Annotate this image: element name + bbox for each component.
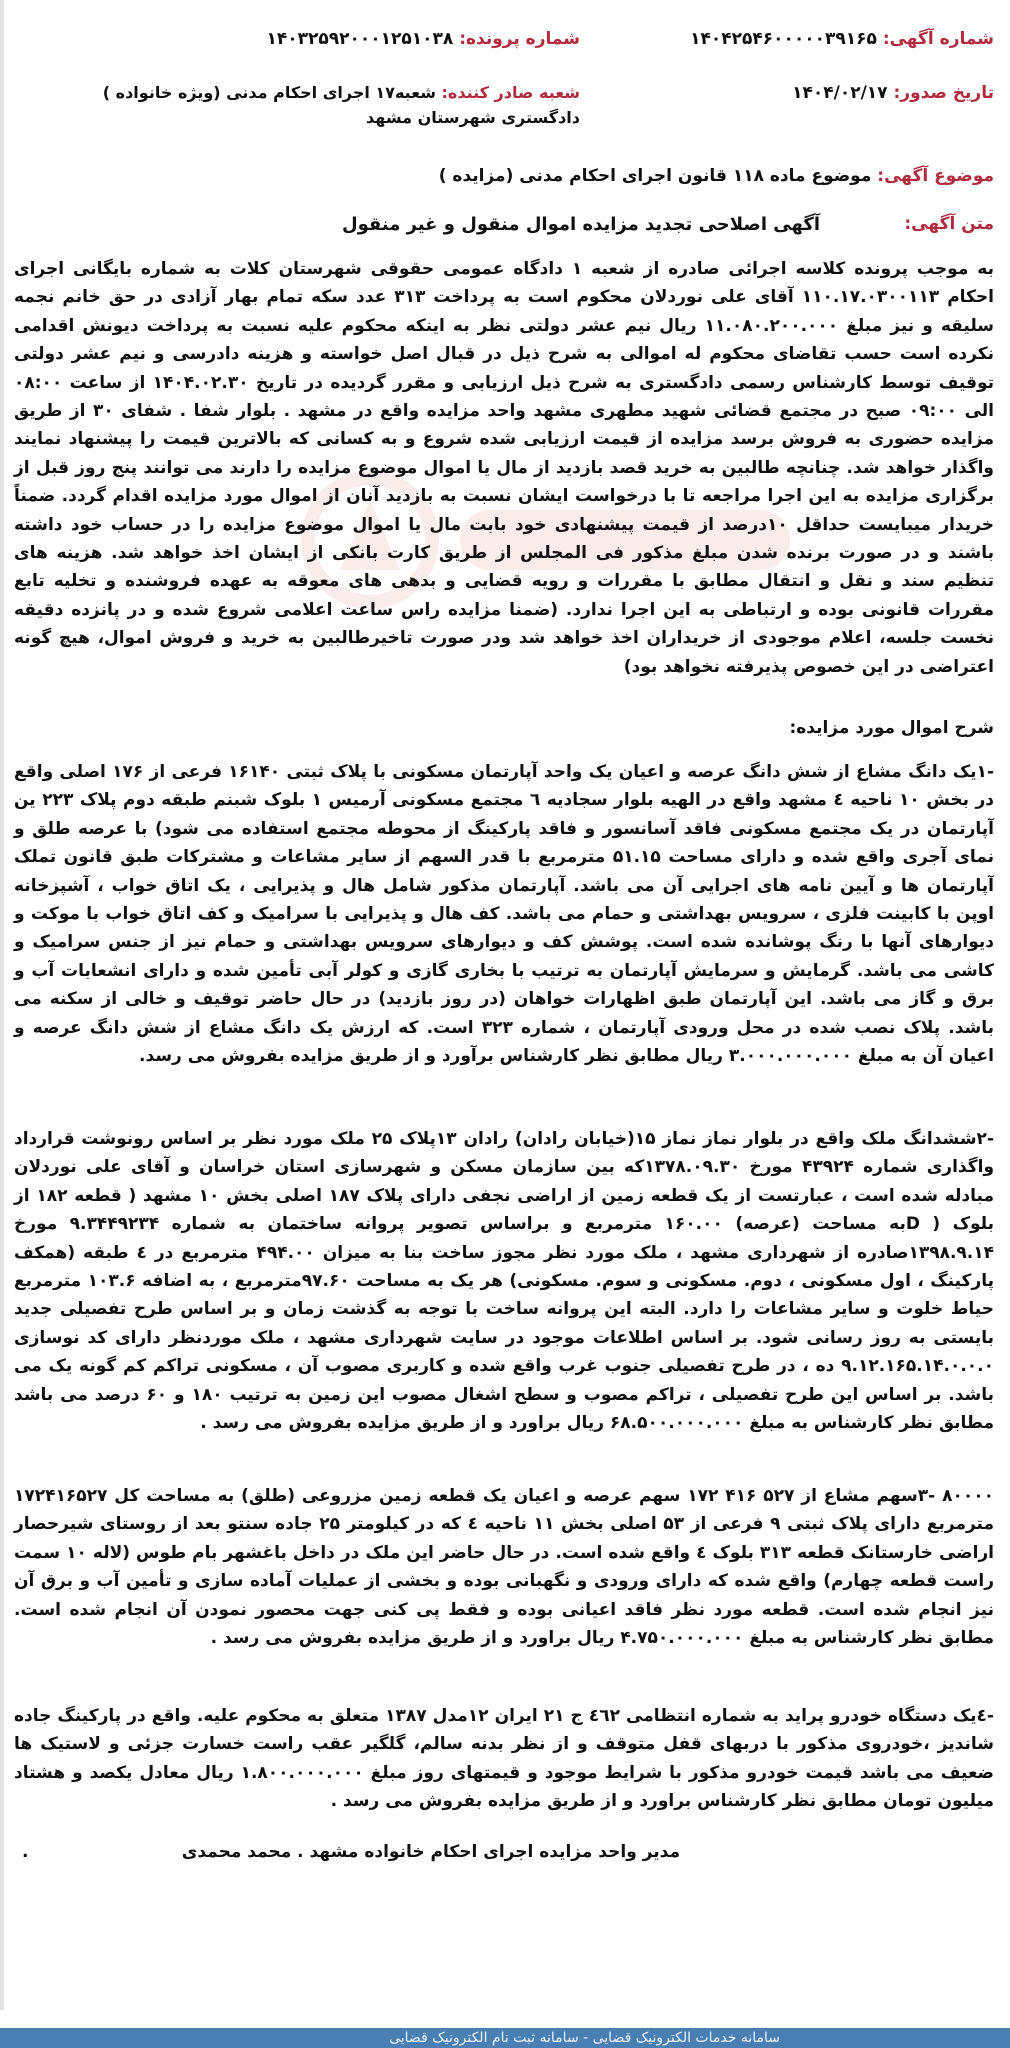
branch-label: شعبه صادر کننده:	[441, 83, 580, 102]
case-number-label: شماره پرونده:	[459, 29, 580, 49]
footer-text[interactable]: سامانه خدمات الکترونیک قضایی - سامانه ثبت نام الکترونیک قضایی	[389, 2030, 780, 2046]
subject-value: موضوع ماده ۱۱۸ قانون اجرای احکام مدنی (مزایده )	[438, 166, 872, 186]
page-edge	[0, 0, 4, 2010]
case-number-value: ۱۴۰۳۲۵۹۲۰۰۰۱۲۵۱۰۳۸	[266, 29, 454, 49]
body-label: متن آگهی:	[904, 214, 994, 234]
ad-number	[690, 28, 994, 50]
case-number	[266, 28, 580, 50]
branch-value: شعبه۱۷ اجرای احکام مدنی (ویژه خانواده ) دادگستری شهرستان مشهد	[102, 83, 580, 127]
assets-description-label: شرح اموال مورد مزایده:	[789, 718, 994, 738]
issue-date-value: ۱۴۰۴/۰۲/۱۷	[792, 83, 888, 103]
asset-item-2: -۲ششدانگ ملک واقع در بلوار نماز نماز ۱۵(خیابان رادان) رادان ۱۳پلاک ۲۵ ملک مورد نظر بر اساس رونوشت قرارداد واگذاری شماره ۴۳۹۲۴ مورخ ۱۳۷۸.۰۹.۳۰که بین سازمان مسکن و شهرسازی استان خراسان و آقای علی نوردلان مبادله شده است ، عبارتست از یک قطعه زمین از اراضی نجفی دارای پلاک ۱۸۷ اصلی بخش ۱۰ مشهد ( قطعه ۱۸۲ از بلوک ( Dبه مساحت (عرصه) ۱۶۰.۰۰ مترمربع و براساس تصویر پروانه ساختمان به شماره ۹.۳۴۴۹۲۳۴ مورخ ۱۳۹۸.۹.۱۴صادره از شهرداری مشهد ، ملک مورد نظر مجوز ساخت بنا به میزان ۴۹۴.۰۰ مترمربع در ٤ طبقه (همکف پارکینگ ، اول مسکونی ، دوم. مسکونی و سوم. مسکونی) هر یک به مساحت ۹۷.۶۰مترمربع ، به اضافه ۱۰۳.۶ مترمربع حیاط خلوت و سایر مشاعات را دارد. البته این پروانه ساخت با توجه به گذشت زمان و بر اساس طرح تفصیلی جدید بایستی به روز رسانی شود. بر اساس اطلاعات موجود در سایت شهرداری مشهد ، ملک موردنظر دارای کد نوسازی ۹.۱۲.۱۶۵.۱۴.۰.۰.۰ ده ، در طرح تفصیلی جنوب غرب واقع شده و کاربری مصوب آن ، مسکونی تراکم کم گونه یک می باشد. بر اساس این طرح تفصیلی ، تراکم مصوب و سطح اشغال مصوب این زمین به ترتیب ۱۸۰ و ۶۰ درصد می باشد مطابق نظر کارشناس به مبلغ ۶۸.۵۰۰.۰۰۰.۰۰۰ ریال براورد و از طریق مزایده بفروش می رسد .	[14, 1129, 995, 1434]
notice-title: آگهی اصلاحی تجدید مزایده اموال منقول و غیر منقول	[342, 214, 820, 235]
issuing-branch	[80, 80, 580, 130]
issue-date-label: تاریخ صدور:	[893, 83, 994, 103]
ad-number-label: شماره آگهی:	[882, 29, 994, 49]
issue-date	[792, 82, 994, 104]
signature-line: مدیر واحد مزایده اجرای احکام خانواده مشهد . محمد محمدی	[181, 1842, 680, 1862]
asset-item-4: -٤یک دستگاه خودرو پراید به شماره انتظامی ٤٦۲ ج ۲۱ ایران ۱۲مدل ۱۳۸۷ متعلق به محکوم علیه. واقع در پارکینگ جاده شاندیز ،خودروی مذکور با دربهای قفل متوقف و از نظر بدنه سالم، گلگیر عقب راست خسارت جزئی و لاستیک ها ضعیف می باشد قیمت خودرو مذکور با شرایط موجود و قیمتهای روز مبلغ ۱.۸۰۰.۰۰۰.۰۰۰ ریال معادل یکصد و هشتاد میلیون تومان مطابق نظر کارشناس براورد و از طریق مزایده بفروش می رسد .	[14, 1706, 994, 1812]
subject-label: موضوع آگهی:	[877, 166, 994, 186]
notice-subject	[439, 166, 994, 186]
signature-dot: .	[22, 1842, 29, 1862]
ad-number-value: ۱۴۰۴۲۵۴۶۰۰۰۰۰۳۹۱۶۵	[690, 29, 877, 49]
asset-item-3: ۸۰۰۰۰ -۳سهم مشاع از ۵۲۷ ۴۱۶ ۱۷۲ سهم عرصه و اعیان یک قطعه زمین مزروعی (طلق) به مساحت کل ۱۷۲۴۱۶۵۲۷ مترمربع دارای پلاک ثبتی ۹ فرعی از ۵۳ اصلی بخش ۱۱ ناحیه ٤ که در کیلومتر ۲۵ جاده سنتو بعد از روستای شیرحصار اراضی خارستانک قطعه ۳۱۳ بلوک ٤ واقع شده است. در حال حاضر این ملک در داخل باغشهر بام طوس (لاله ۱۰ سمت راست قطعه چهارم) واقع شده که دارای ورودی و نگهبانی بوده و بخشی از عملیات آماده سازی و تأمین آب و برق آن نیز انجام شده است. قطعه مورد نظر فاقد اعیانی بوده و فقط پی کنی جهت محصور نمودن آن انجام شده است. مطابق نظر کارشناس به مبلغ ۴.۷۵۰.۰۰۰.۰۰۰ ریال براورد و از طریق مزایده بفروش می رسد .	[14, 1486, 995, 1649]
intro-paragraph: به موجب پرونده کلاسه اجرائی صادره از شعبه ۱ دادگاه عمومی حقوقی شهرستان کلات به شماره بایگانی اجرای احکام ۱۱۰.۱۷.۰۳۰۰۱۱۳ آقای علی نوردلان محکوم است به پرداخت ۳۱۳ عدد سکه تمام بهار آزادی در حق خانم نجمه سلیقه و نیز مبلغ ۱۱.۰۸۰.۲۰۰.۰۰۰ ریال نیم عشر دولتی نظر به اینکه محکوم علیه نسبت به پرداخت دیونش اقدامی نکرده است حسب تقاضای محکوم له اموالی به شرح ذیل در قبال اصل خواسته و هزینه دادرسی و نیم عشر دولتی توقیف توسط کارشناس رسمی دادگستری به شرح ذیل ارزیابی و مقرر گردیده در تاریخ ۱۴۰۴.۰۲.۳۰ از ساعت ۰۸:۰۰ الی ۰۹:۰۰ صبح در مجتمع قضائی شهید مطهری مشهد واحد مزایده واقع در مشهد . بلوار شفا . شفای ۳۰ از طریق مزایده حضوری به فروش برسد مزایده از قیمت ارزیابی شده شروع و به کسانی که بالاترین قیمت را پیشنهاد نمایند واگذار خواهد شد. چنانچه طالبین به خرید قصد بازدید از مال یا اموال موضوع مزایده را دارند می توانند پنج روز قبل از برگزاری مزایده به این اجرا مراجعه تا با درخواست ایشان نسبت به بازدید آنان از اموال مورد مزایده اقدام گردد. ضمناً خریدار میبایست حداقل ۱۰درصد از قیمت پیشنهادی خود بابت مال یا اموال موضوع مزایده را در حساب خود داشته باشند و در صورت برنده شدن مبلغ مذکور فی المجلس از طریق کارت بانکی از ایشان اخذ خواهد شد. هزینه های تنظیم سند و نقل و انتقال مطابق با مقررات و رویه قضایی و بدهی های معوقه به عهده فروشنده و تخلیه تابع مقررات قانونی بوده و ارتباطی به این اجرا ندارد. (ضمنا مزایده راس ساعت اعلامی شروع شده و در پانزده دقیقه نخست جلسه، اعلام موجودی از خریداران اخذ خواهد شد ودر صورت تاخیرطالبین به خرید و فروش اموال، هیچ گونه اعتراضی در این خصوص پذیرفته نخواهد بود)	[14, 259, 995, 677]
footer-bar	[0, 2028, 1010, 2048]
asset-item-1: -۱یک دانگ مشاع از شش دانگ عرصه و اعیان یک واحد آپارتمان مسکونی با پلاک ثبتی ۱۶۱۴۰ فرعی از ۱۷۶ اصلی واقع در بخش ۱۰ ناحیه ٤ مشهد واقع در الهیه بلوار سجادیه ٦ مجتمع مسکونی آرمیس ۱ بلوک شبنم طبقه دوم پلاک ۲۲۳ ین آپارتمان در یک مجتمع مسکونی فاقد آسانسور و فاقد پارکینگ از محوطه مجتمع استفاده می شود) با عرصه طلق و نمای آجری واقع شده و دارای مساحت ۵۱.۱۵ مترمربع با قدر السهم از سایر مشاعات و مشترکات طبق قانون تملک آپارتمان ها و آیین نامه های اجرایی آن می باشد. آپارتمان مذکور شامل هال و پذیرایی ، یک اتاق خواب ، آشپزخانه اوپن با کابینت فلزی ، سرویس بهداشتی و حمام می باشد. کف هال و پذیرایی با سرامیک و کف اتاق خواب با موکت و دیوارهای آنها با رنگ پوشانده شده است. پوشش کف و دیوارهای سرویس بهداشتی و حمام نیز از جنس سرامیک و کاشی می باشد. گرمایش و سرمایش آپارتمان به ترتیب با بخاری گازی و کولر آبی تأمین شده و دارای انشعابات آب و برق و گاز می باشد. این آپارتمان طبق اظهارات خواهان (در روز بازدید) در حال حاضر توقیف و خالی از سکنه می باشد. پلاک نصب شده در محل ورودی آپارتمان ، شماره ۳۲۳ است. که ارزش یک دانگ مشاع از شش دانگ عرصه و اعیان آن به مبلغ ۳.۰۰۰.۰۰۰.۰۰۰ ریال مطابق نظر کارشناس برآورد و از طریق مزایده بفروش می رسد.	[14, 762, 995, 1067]
